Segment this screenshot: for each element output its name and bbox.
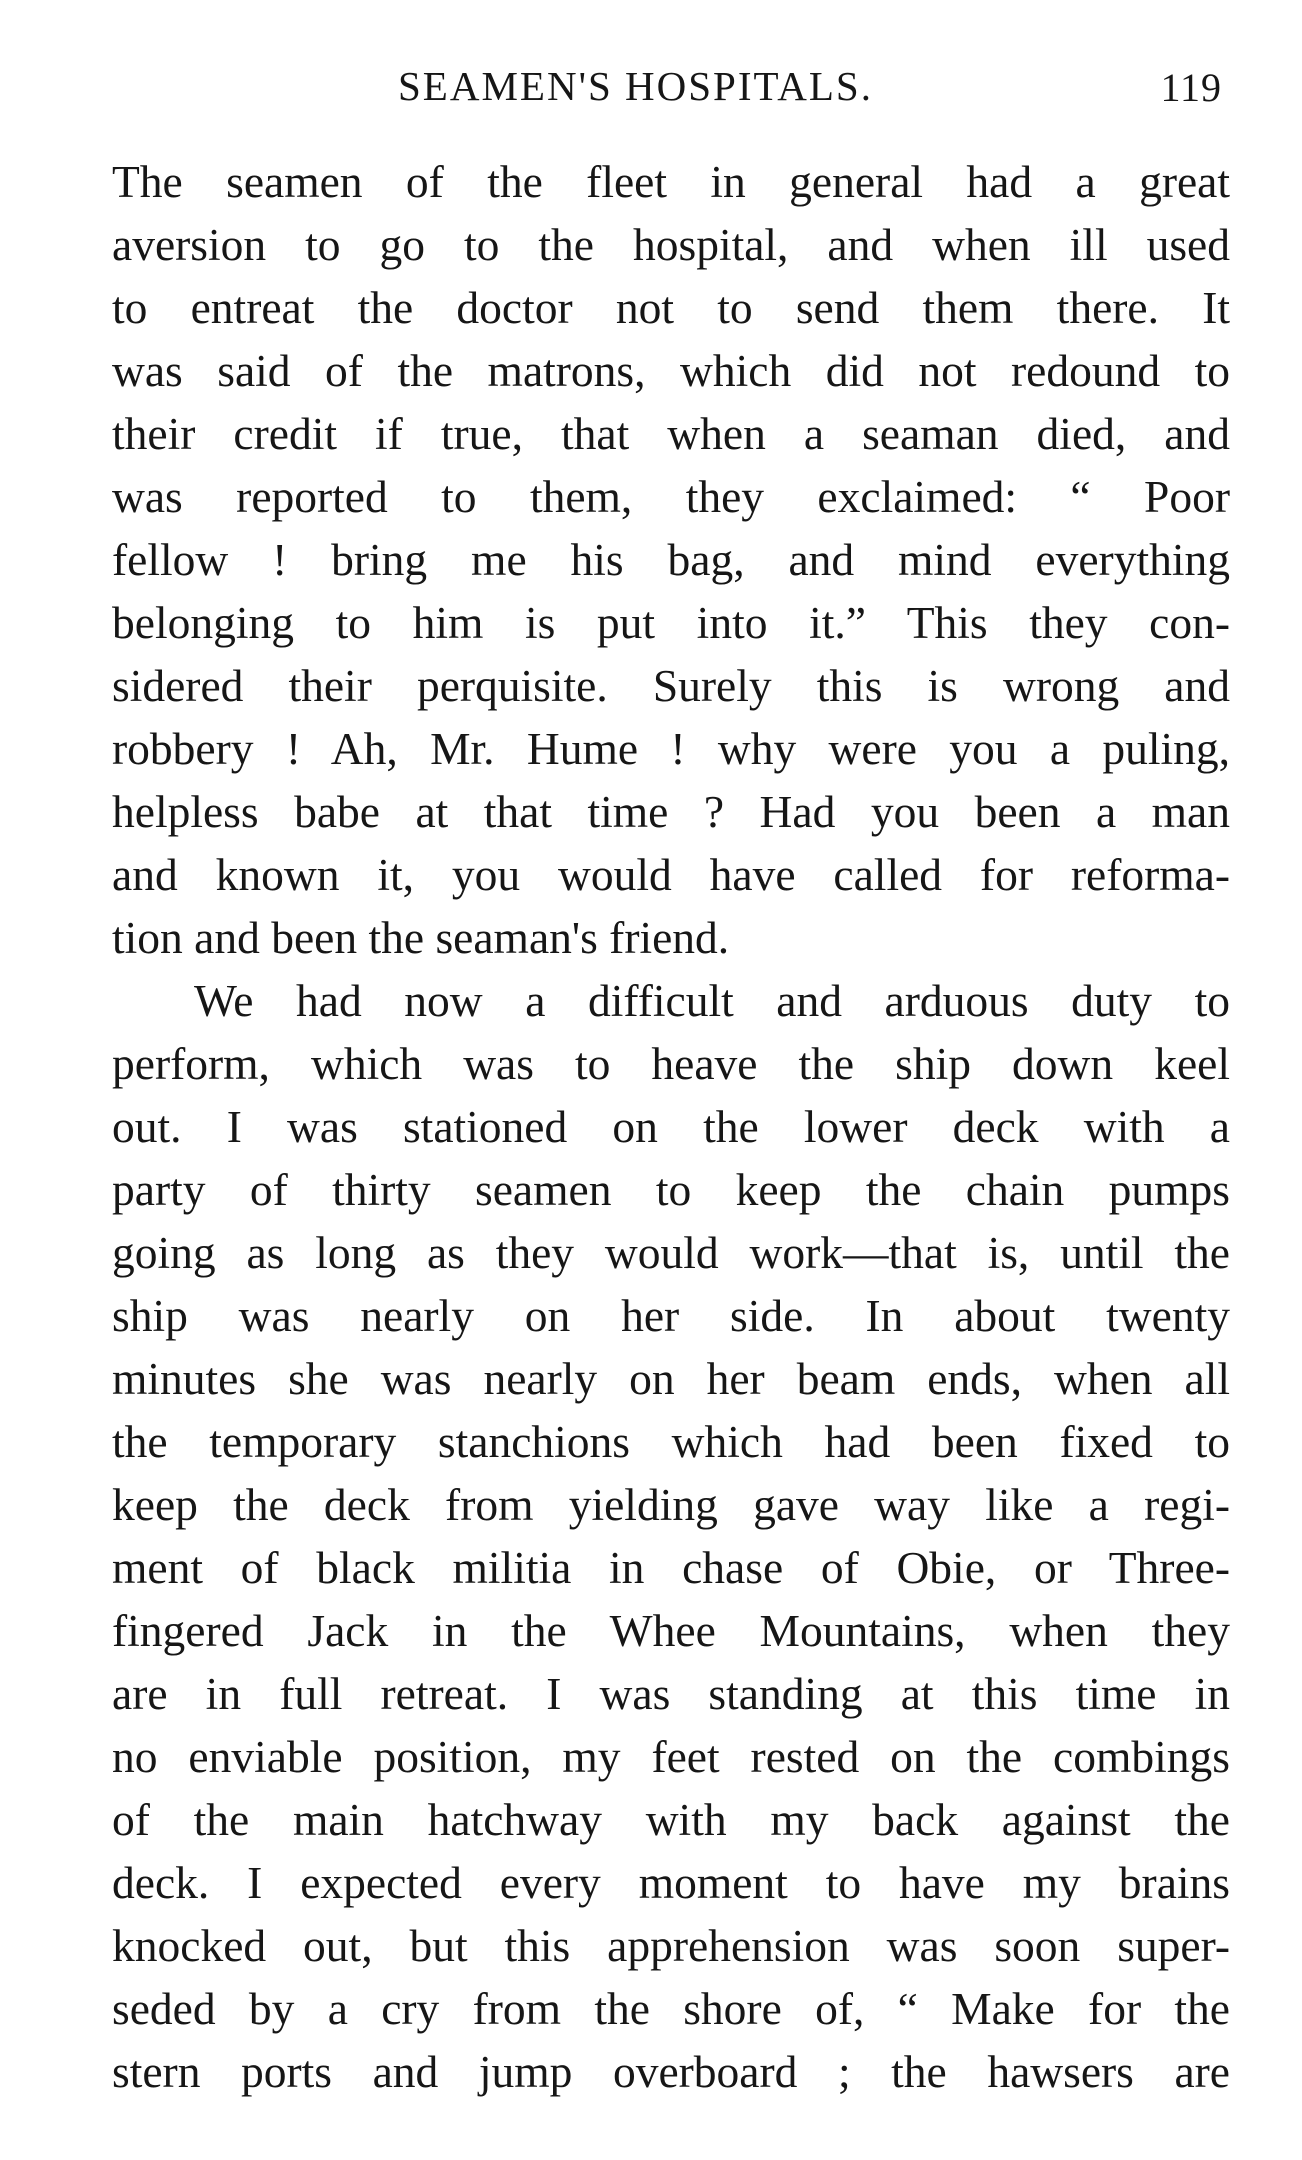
text-line: sidered their perquisite. Surely this is wrong and (112, 660, 1230, 711)
text-line: and known it, you would have called for reforma- (112, 849, 1230, 900)
text-line: fellow ! bring me his bag, and mind everything (112, 534, 1230, 585)
text-line: seded by a cry from the shore of, “ Make for the (112, 1983, 1230, 2034)
paragraph-1 (112, 150, 1230, 969)
text-line: We had now a difficult and arduous duty to (194, 975, 1230, 1026)
running-title: SEAMEN'S HOSPITALS. (398, 63, 873, 109)
text-line: going as long as they would work—that is, until the (112, 1227, 1230, 1278)
page-number: 119 (1160, 65, 1222, 110)
text-line: their credit if true, that when a seaman died, and (112, 408, 1230, 459)
text-line: ship was nearly on her side. In about twenty (112, 1290, 1230, 1341)
text-line: party of thirty seamen to keep the chain pumps (112, 1164, 1230, 1215)
text-line: tion and been the seaman's friend. (112, 912, 730, 963)
text-line: robbery ! Ah, Mr. Hume ! why were you a puling, (112, 723, 1230, 774)
text-line: perform, which was to heave the ship down keel (112, 1038, 1230, 1089)
text-line: no enviable position, my feet rested on the combings (112, 1731, 1230, 1782)
text-line: belonging to him is put into it.” This they con- (112, 597, 1230, 648)
text-line: was reported to them, they exclaimed: “ Poor (112, 471, 1230, 522)
paragraph-2 (112, 969, 1230, 2103)
text-line: minutes she was nearly on her beam ends, when all (112, 1353, 1230, 1404)
text-line: keep the deck from yielding gave way like a regi- (112, 1479, 1230, 1530)
text-line: aversion to go to the hospital, and when ill used (112, 219, 1230, 270)
text-line: fingered Jack in the Whee Mountains, when they (112, 1605, 1230, 1656)
running-head (112, 62, 1232, 122)
text-line: knocked out, but this apprehension was soon super- (112, 1920, 1230, 1971)
body-text (112, 150, 1230, 2103)
text-line: are in full retreat. I was standing at this time in (112, 1668, 1230, 1719)
text-line: deck. I expected every moment to have my brains (112, 1857, 1230, 1908)
text-line: helpless babe at that time ? Had you been a man (112, 786, 1230, 837)
text-line: out. I was stationed on the lower deck with a (112, 1101, 1230, 1152)
text-line: to entreat the doctor not to send them there. It (112, 282, 1230, 333)
text-line: The seamen of the fleet in general had a great (112, 156, 1230, 207)
text-line: of the main hatchway with my back against the (112, 1794, 1230, 1845)
text-line: stern ports and jump overboard ; the hawsers are (112, 2046, 1230, 2097)
text-line: was said of the matrons, which did not redound to (112, 345, 1230, 396)
text-line: ment of black militia in chase of Obie, or Three- (112, 1542, 1230, 1593)
text-line: the temporary stanchions which had been fixed to (112, 1416, 1230, 1467)
